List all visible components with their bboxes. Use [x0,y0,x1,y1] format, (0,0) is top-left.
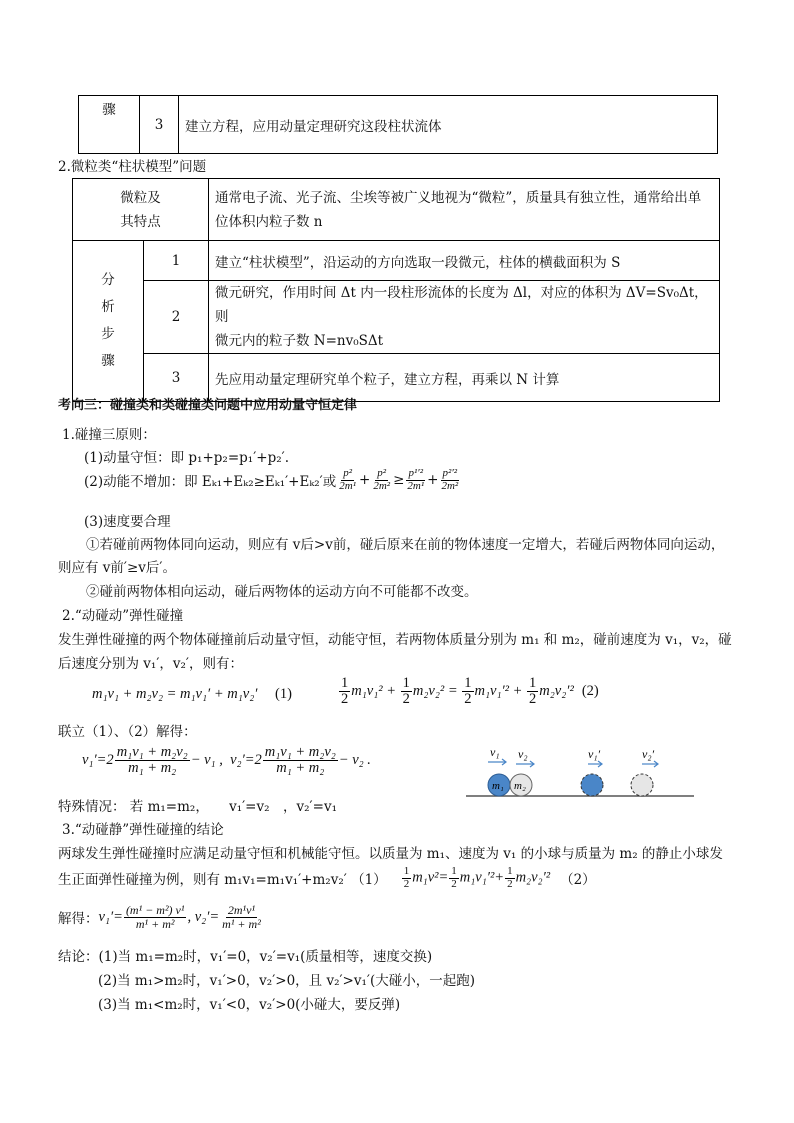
static-solution: 解得： v₁′= $\frac{\text{(m¹ − m²) v¹}}{\text{m¹ + m²}}$ , v₂′= $\frac{\text{2m¹v¹}}{\text{m¹ + m²}}$ [58,903,261,931]
principle-energy: (2)动能不增加：即 Eₖ₁+Eₖ₂≥Eₖ₁′+Eₖ₂′或 $\frac{\text{p²}}{\text{2m¹}}$ + $\frac{\text{p²}}{\text{2m²}}$ ≥ $\frac{\text{p¹′²}}{\text{2m¹}}$ + $\frac{\text{p²′²}}{\text{2m²}}$ [84,467,459,492]
particle-header-text: 通常电子流、光子流、尘埃等被广义地视为“微粒”，质量具有独立性，通常给出单 位体积内粒子数 n [209,179,720,241]
velocity-rule-a: ①若碰前两物体同向运动，则应有 v后>v前，碰后原来在前的物体速度一定增大，若碰后两物体同向运动， [86,537,725,553]
fraction: $\frac{1}{2}$ [403,865,410,890]
particle-model-table [72,178,720,402]
svg-text:m₁: m₁ [492,780,504,792]
v2p-label: v₂′ [642,747,655,761]
velocity-rule-b: ②碰前两物体相向运动，碰后两物体的运动方向不可能都不改变。 [86,584,478,600]
fraction: $\frac{1}{2}$ [341,675,349,708]
fraction: $\frac{1}{2}$ [507,865,513,890]
ball-m1-after [581,774,603,796]
fraction: $\frac{\text{m₁v₁ + m₂v₂}}{\text{m₁ + m₂}}$ [116,744,188,777]
fraction: $\frac{1}{2}$ [529,675,537,708]
elastic-moving-desc: 发生弹性碰撞的两个物体碰撞前后动量守恒，动能守恒，若两物体质量分别为 m₁ 和 m₂，碰前速度为 v₁，v₂，碰 [58,632,732,648]
solve-label: 联立（1）、（2）解得： [58,724,197,740]
special-case: 特殊情况： 若 m₁=m₂， v₁′=v₂ ，v₂′=v₁ [58,799,337,815]
fraction: $\frac{1}{2}$ [451,865,457,890]
conclusion-2: (2)当 m₁>m₂时，v₁′>0，v₂′>0，且 v₂′>v₁′(大碰小，一起跑) [98,973,476,989]
solution-equations: v₁′=2 $\frac{\text{m₁v₁ + m₂v₂}}{\text{m₁ + m₂}}$ − v₁ , v₂′=2 $\frac{\text{m₁v₁ + m₂v₂}}{\text{m₁ + m₂}}$ − v₂ . [82,744,371,777]
fraction: $\frac{\text{p²}}{\text{2m²}}$ [373,467,391,492]
collision-diagram [466,740,696,802]
v1p-label: v₁′ [588,747,601,761]
fraction: $\frac{\text{2m¹v¹}}{\text{m¹ + m²}}$ [222,903,261,931]
svg-text:m₂: m₂ [514,780,526,792]
particle-header-label: 微粒及 其特点 [73,179,209,241]
fraction: $\frac{\text{m₁v₁ + m₂v₂}}{\text{m₁ + m₂}}$ [264,744,336,777]
elastic-moving-desc-cont: 后速度分别为 v₁′，v₂′，则有： [58,656,243,672]
steps-table-top [78,95,718,154]
analysis-steps-label: 分 析 步 骤 [73,241,144,402]
section2-heading: 2.微粒类“柱状模型”问题 [58,159,207,175]
table1-row-num: 3 [140,96,179,154]
fraction: $\frac{\text{p²}}{\text{2m¹}}$ [339,467,356,492]
elastic-moving-title: 2.“动碰动”弹性碰撞 [62,608,184,624]
conclusion-3: (3)当 m₁<m₂时，v₁′<0，v₂′>0(小碰大，要反弹) [98,997,401,1013]
conclusion-1: 结论：(1)当 m₁=m₂时，v₁′=0，v₂′=v₁(质量相等，速度交换) [58,949,433,965]
fraction: $\frac{\text{p¹′²}}{\text{2m¹}}$ [407,467,425,492]
fraction: $\frac{\text{p²′²}}{\text{2m²}}$ [441,467,459,492]
step-num: 1 [144,241,209,281]
step-num: 3 [144,354,209,402]
elastic-static-title: 3.“动碰静”弹性碰撞的结论 [62,822,224,838]
table1-left-label: 骤 [79,96,140,154]
principle-velocity: (3)速度要合理 [84,514,171,530]
v1-label: v₁ [490,745,500,759]
energy-equation: $\frac{1}{2}$ m₁v₁² + $\frac{1}{2}$ m₂v₂² = $\frac{1}{2}$ m₁v₁′² + $\frac{1}{2}$ m₂v₂′² (2) [341,675,599,708]
step-text: 先应用动量定理研究单个粒子，建立方程，再乘以 N 计算 [209,354,720,402]
fraction: $\frac{\text{(m¹ − m²) v¹}}{\text{m¹ + m²}}$ [125,903,185,931]
v2-label: v₂ [518,747,528,761]
elastic-static-desc: 两球发生弹性碰撞时应满足动量守恒和机械能守恒。以质量为 m₁、速度为 v₁ 的小球与质量为 m₂ 的静止小球发 [58,846,723,862]
table1-row-text: 建立方程，应用动量定理研究这段柱状流体 [179,96,718,154]
fraction: $\frac{1}{2}$ [402,675,410,708]
fraction: $\frac{1}{2}$ [464,675,472,708]
step-text: 建立“柱状模型”，沿运动的方向选取一段微元，柱体的横截面积为 S [209,241,720,281]
velocity-rule-a-cont: 则应有 v前′≥v后′。 [58,560,176,576]
step-text: 微元研究，作用时间 Δt 内一段柱形流体的长度为 Δl，对应的体积为 ΔV=Sv₀Δt，则 微元内的粒子数 N=nv₀SΔt [209,281,720,354]
direction3-heading: 考向三：碰撞类和类碰撞类问题中应用动量守恒定律 [58,398,358,413]
principle-momentum: (1)动量守恒：即 p₁+p₂=p₁′+p₂′. [84,450,289,466]
principles-title: 1.碰撞三原则： [62,427,156,443]
momentum-equation: m₁v₁ + m₂v₂ = m₁v₁′ + m₁v₂′ (1) [92,686,292,702]
elastic-static-equations: 生正面弹性碰撞为例，则有 m₁v₁=m₁v₁′+m₂v₂′ （1） $\frac{1}{2}$ m₁v²= $\frac{1}{2}$ m₁v₁′²+ $\frac{1}{2}$ m₂v₂′² （2） [58,865,596,890]
step-num: 2 [144,281,209,354]
ball-m2-after [631,774,653,796]
